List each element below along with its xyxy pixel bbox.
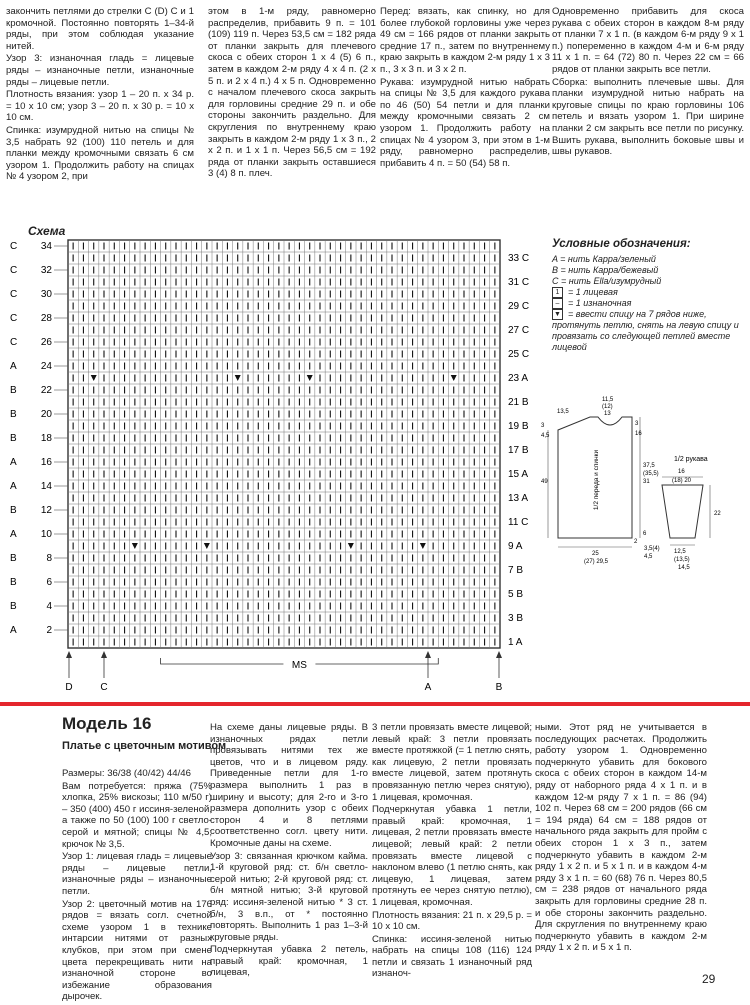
text-column-4 [552,6,744,159]
page-number: 29 [702,972,716,986]
measure: 13,5 [557,409,569,415]
measure: 16 [635,431,642,437]
drop-stitch-mark [348,543,354,549]
row-letter-label: B [10,577,17,588]
text-column-b4 [535,722,707,955]
text-column-2 [208,6,376,181]
chart-labels [10,241,529,648]
measure: (18) 20 [672,478,692,484]
paragraph: Размеры: 36/38 (40/42) 44/46 [62,768,191,779]
row-number-label: 8 [46,553,52,564]
drop-stitch-mark [204,543,210,549]
measure: 4,5 [644,554,653,560]
measure: 3 [635,421,639,427]
drop-stitch-mark [91,375,97,381]
measure: 12,5 [674,549,686,555]
row-number-label: 10 [40,529,52,540]
measure: 2 [634,539,638,545]
row-label-right: 27 C [508,325,530,336]
measure: (12) [602,404,613,410]
chart-grid [68,240,500,648]
measure: 22 [714,511,721,517]
legend-item: ▼ = ввести спицу на 7 рядов ниже, протянуть петлю, снять на левую спицу и провязать со следующей петлей вместе лицевой [552,309,739,353]
paragraph: ными. Этот ряд не учитывается в последующих расчетах. Продолжить работу узором 1. Одновременно подчеркнуто убавить для бокового скоса с обеих сторон в каждом 14-м ряду от наборного ряда 4 x 1 п. и в каждом 12-м ряду 7 x 1 п. = 86 (94) 102 п. Через 68 см = 200 рядов (66 см = 194 ряда) 64 см = 188 рядов от начального ряда закрыть для пройм с обеих сторон 1 x 3 п., затем подчеркнуто убавить в каждом 2-м ряду 1 x 2 п. и 5 x 1 п. и в каждом 4-м ряду 3 x 1 п. = 60 (68) 76 п. Через 80,5 см = 238 рядов от начального ряда закрыть для горловины средние 28 п. и обе стороны закончить раздельно. Для скругления по внутреннему краю подчеркнуто убавить в каждом 2-м ряду 1 x 2 п. и 5 x 1 п. [535,722,707,954]
paragraph: Подчеркнутая убавка 1 петли, правый край: кромочная, 1 лицевая, 2 петли провязать вместе лицевой; левый край: 2 петли провязать вместе лицевой с наклоном влево (1 петлю снять, как лицевую, 1 лицевая, затем протянуть ее через снятую петлю), 1 лицевая, кромочная. [372,804,532,908]
purl-symbol-icon: – [552,298,563,309]
row-number-label: 26 [40,337,52,348]
row-letter-label: C [10,313,18,324]
sleeve-label: 1/2 рукава [674,456,708,463]
measure: 14,5 [678,565,690,570]
row-letter-label: B [10,601,17,612]
row-label-right: 31 C [508,277,530,288]
measure: 3,5(4) [644,546,660,552]
row-label-right: 1 A [508,637,523,648]
legend-item: C = нить Ella/изумрудный [552,276,662,286]
drop-stitch-mark [451,375,457,381]
row-label-right: 7 B [508,565,524,576]
row-letter-label: B [10,553,17,564]
row-label-right: 21 B [508,397,529,408]
paragraph: Узор 2: цветочный мотив на 176 рядов = вязать согл. счетной схеме узором 1 в технике интарсии нитями от разных клубков, при этом при смене цвета перекрещивать нити на изнаночной стороне во избежание образования дырочек. [62,898,212,1003]
row-label-right: 5 B [508,589,524,600]
row-label-right: 13 A [508,493,529,504]
measure: 16 [678,469,685,475]
row-letter-label: A [10,361,17,372]
row-letter-label: C [10,265,18,276]
model-title: Модель 16 [62,714,152,733]
drop-stitch-mark [307,375,313,381]
row-number-label: 24 [40,361,52,372]
paragraph: Узор 3: изнаночная гладь = лицевые ряды – изнаночные петли, изнаночные ряды – лицевые петли. [6,53,194,88]
row-label-right: 9 A [508,541,523,552]
row-number-label: 4 [46,601,52,612]
row-number-label: 12 [40,505,52,516]
row-letter-label: C [10,241,18,252]
arrow-label: D [65,682,73,693]
drop-stitch-symbol-icon: ▼ [552,309,563,320]
paragraph: Сборка: выполнить плечевые швы. Для планки изумрудной нитью набрать на круговые спицы по краю горловины 106 петель и вязать узором 1. При ширине планки 2 см закрыть все петли по рисунку. Вшить рукава, выполнить боковые швы и швы рукавов. [552,76,744,158]
paragraph: Спинка: изумрудной нитью на спицы № 3,5 набрать 92 (100) 110 петель и для планки между кромочными связать 6 см узором 1. Продолжить работу на спицах № 4 узором 2, при [6,124,194,183]
schema-title: Схема [28,224,66,238]
text-column-3 [380,6,550,170]
paragraph: Одновременно прибавить для скоса рукава с обеих сторон в каждом 8-м ряду от планки 7 x 1 п. (в каждом 6-м ряду 9 x 1 п.) попеременно в каждом 4-м и 6-м ряду 11 x 1 п. = 64 (72) 80 п. Через 22 см = 66 рядов от планки закрыть все петли. [552,6,744,75]
knitting-chart [0,232,545,700]
drop-stitch-mark [235,375,241,381]
row-number-label: 16 [40,457,52,468]
arrow-head-icon [496,651,502,658]
row-letter-label: B [10,409,17,420]
row-label-right: 23 A [508,373,529,384]
pattern-schematic [540,395,745,570]
knit-symbol-icon: 1 [552,287,563,298]
legend [552,238,747,353]
paragraph: Рукава: изумрудной нитью набрать на спицы № 3,5 для каждого рукава по 46 (50) 54 петли и для планки между кромочными связать 2 см узором 1. Продолжить работу на спицах № 4 узором 3, при этом в 1-м ряду, равномерно распределив, прибавить 4 п. = 50 (54) 58 п. [380,76,550,169]
section-divider [0,702,750,706]
row-number-label: 32 [40,265,52,276]
measure: (13,5) [674,557,690,563]
paragraph: Узор 1: лицевая гладь = лицевые ряды – лицевые петли, изнаночные ряды – изнаночные петли. [62,851,212,897]
row-letter-label: A [10,481,17,492]
row-label-right: 17 B [508,445,529,456]
arrow-head-icon [101,651,107,658]
repeat-label: MS [291,660,307,671]
row-letter-label: C [10,289,18,300]
paragraph: закончить петлями до стрелки С (D) С и 1 кромочной. Постоянно повторять 1–34-й ряды, при этом соблюдая указание нитей. [6,6,194,52]
measure: 13 [604,411,611,417]
legend-item: 1 = 1 лицевая [552,287,747,298]
measure: 25 [592,551,599,557]
row-number-label: 22 [40,385,52,396]
row-number-label: 2 [46,625,52,636]
arrow-label: B [495,682,503,693]
row-number-label: 20 [40,409,52,420]
row-label-right: 29 C [508,301,530,312]
body-label: 1/2 переда и спинки [593,449,600,511]
paragraph: На схеме даны лицевые ряды. В изнаночных рядах петли провязывать нитями тех же цветов, что и в лицевом ряду. Приведенные петли для 1-го размера выполнить 1 раз в ширину и высоту; для 2-го и 3-го размера дополнить узор с обеих сторон 4 и 8 петлями соответственно согл. цвету нити. Кромочные даны на схеме. [210,722,368,849]
row-label-right: 19 B [508,421,529,432]
paragraph: 3 петли провязать вместе лицевой; левый край: 3 петли провязать вместе протяжкой (= 1 петлю снять, как лицевую, 2 петли провязать вместе лицевой, затем протянуть провязанную петлю через снятую), 1 лицевая, кромочная. [372,722,532,803]
arrow-head-icon [425,651,431,658]
dress-title: Платье с цветочным мотивом [62,740,227,752]
row-number-label: 34 [40,241,52,252]
measure: (27) 29,5 [584,559,609,565]
paragraph: Спинка: иссиня-зеленой нитью набрать на спицы 108 (116) 124 петли и связать 1 изнаночный ряд изнаноч- [372,933,532,980]
drop-stitch-mark [132,543,138,549]
measure: 31 [643,479,650,485]
row-label-right: 11 C [508,517,529,528]
paragraph: Подчеркнутая убавка 2 петель, правый край: кромочная, 1 лицевая, [210,944,368,979]
text-column-b2 [210,722,368,980]
row-number-label: 14 [40,481,52,492]
paragraph: Плотность вязания: узор 1 – 20 п. x 34 р. = 10 x 10 см; узор 3 – 20 п. x 30 р. = 10 x 10 см. [6,89,194,124]
legend-item: A = нить Карра/зеленый [552,254,656,264]
row-letter-label: C [10,337,18,348]
row-number-label: 18 [40,433,52,444]
text-column-1 [6,6,194,184]
row-letter-label: B [10,385,17,396]
sleeve-outline [662,485,703,538]
paragraph: Узор 3: связанная крючком кайма. 1-й круговой ряд: ст. б/н светло-серой нитью; 2-й круговой ряд: ст. б/н мятной нитью; 3-й круговой ряд: иссиня-зеленой нитью * 3 ст. б/н, 3 в.п., от * постоянно повторять. Выполнить 1 раз 1–3-й круговые ряды. [210,850,368,943]
legend-item: – = 1 изнаночная [552,298,747,309]
paragraph: Вам потребуется: пряжа (75% хлопка, 25% вискозы; 110 м/50 г) – 350 (400) 450 г иссиня-зеленой, а также по 50 (100) 100 г светло-серой и мятной; спицы № 4,5; крючок № 3,5. [62,780,212,850]
drop-stitch-mark [420,543,426,549]
row-number-label: 28 [40,313,52,324]
paragraph: этом в 1-м ряду, равномерно распределив, прибавить 9 п. = 101 (109) 119 п. Через 53,5 см = 182 ряда от планки закрыть для плечевого скоса с обеих сторон 1 x 4 (5) 6 п., затем в каждом 2-м ряду 4 x 4 п. (2 x 5 п. и 2 x 4 п.) 4 x 5 п. Одновременно с началом плечевого скоса закрыть для горловины средние 29 п. и обе стороны закончить раздельно. Для скругления по внутреннему краю закрыть в каждом 2-м ряду 1 x 3 п., 2 x 2 п. и 1 x 1 п. Через 56,5 см = 192 ряда от планки закрыть оставшиеся 3 (4) 8 п. плеч. [208,6,376,180]
arrow-label: C [100,682,108,693]
row-letter-label: A [10,625,17,636]
row-number-label: 30 [40,289,52,300]
paragraph: Перед: вязать, как спинку, но для более глубокой горловины уже через 49 см = 166 рядов от планки закрыть средние 17 п., затем по внутреннему краю закрыть в каждом 2-м ряду 1 x 3 п., 3 x 3 п. и 3 x 2 п. [380,6,550,75]
row-letter-label: A [10,529,17,540]
measure: 6 [643,531,647,537]
arrow-label: A [424,682,432,693]
row-label-right: 33 C [508,253,530,264]
row-letter-label: B [10,433,17,444]
legend-item: B = нить Карра/бежевый [552,265,659,275]
measure: (35,5) [643,471,659,477]
text-column-b3 [372,722,532,981]
row-label-right: 25 C [508,349,530,360]
arrow-head-icon [66,651,72,658]
paragraph: Плотность вязания: 21 п. x 29,5 р. = 10 x 10 см. [372,909,532,933]
measure: 49 [541,479,548,485]
row-label-right: 15 A [508,469,529,480]
measure: 37,5 [643,463,655,469]
row-number-label: 6 [46,577,52,588]
legend-title: Условные обозначения: [552,238,691,250]
row-letter-label: B [10,505,17,516]
measure: 3 [541,423,545,429]
text-column-b1 [62,768,212,1004]
chart-bottom-arrows [65,651,502,693]
row-label-right: 3 B [508,613,524,624]
measure: 4,5 [541,433,550,439]
measure: 11,5 [602,397,614,403]
row-letter-label: A [10,457,17,468]
